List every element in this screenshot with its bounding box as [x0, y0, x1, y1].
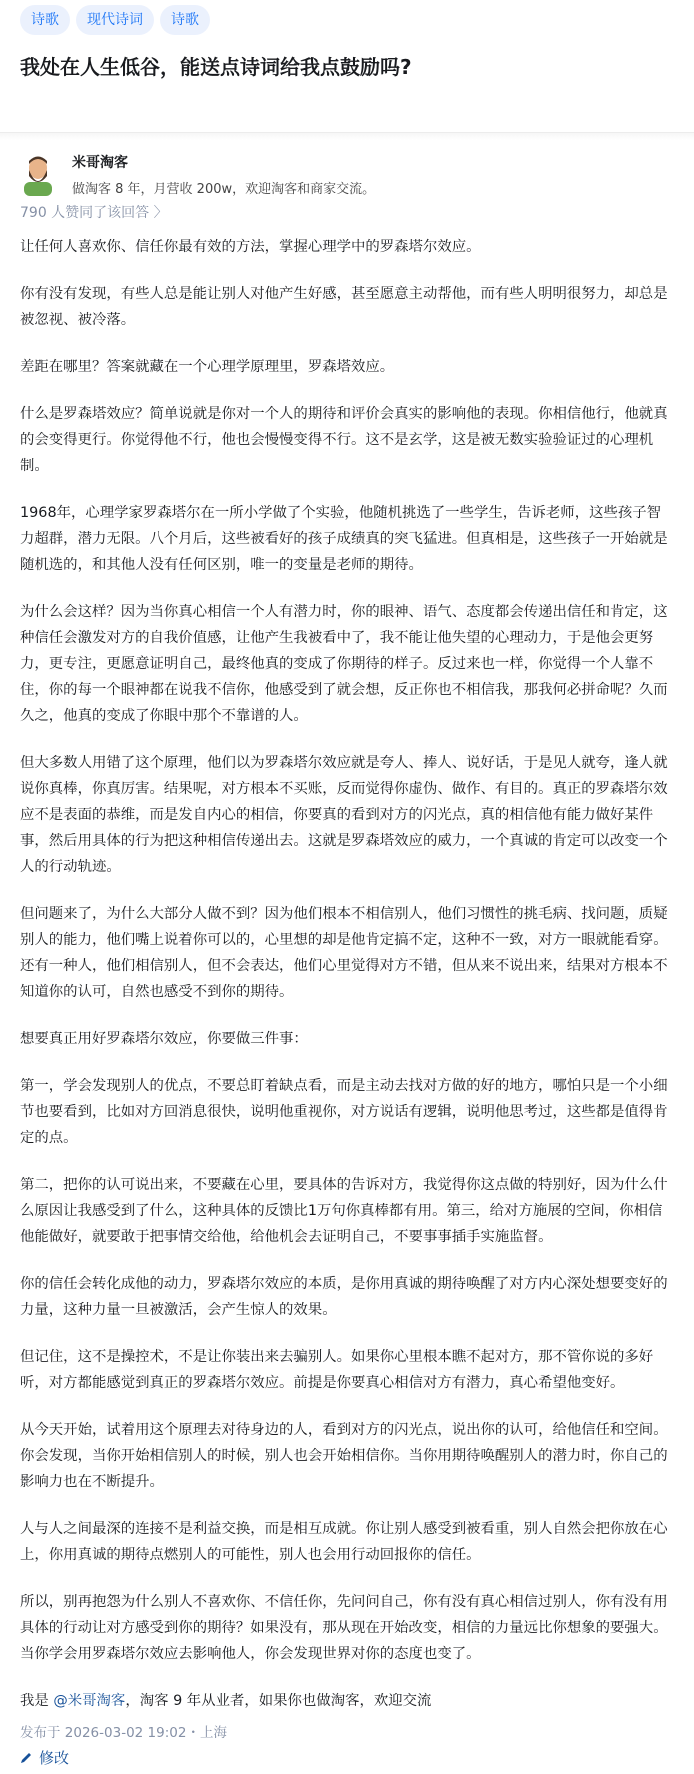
divider	[0, 132, 694, 140]
paragraph: 让任何人喜欢你、信任你最有效的方法，掌握心理学中的罗森塔尔效应。	[20, 239, 481, 255]
topic-tags	[0, 0, 694, 35]
signature	[20, 1688, 674, 1714]
paragraph: 想要真正用好罗森塔尔效应，你要做三件事：	[20, 1031, 308, 1047]
paragraph: 1968年，心理学家罗森塔尔在一所小学做了个实验，他随机挑选了一些学生，告诉老师，这些孩子智力超群，潜力无限。八个月后，这些被看好的孩子成绩真的突飞猛进。但真相是，这些孩子一开始就是随机选的，和其他人没有任何区别，唯一的变量是老师的期待。	[20, 505, 668, 573]
author-description: 做淘客 8 年，月营收 200w，欢迎淘客和商家交流。	[72, 182, 376, 197]
question-title[interactable]: 我处在人生低谷，能送点诗词给我点鼓励吗?	[20, 55, 412, 79]
paragraph: 第二，把你的认可说出来，不要藏在心里，要具体的告诉对方，我觉得你这点做的特别好，因为什么什么原因让我感受到了什么，这种具体的反馈比1万句你真棒都有用。第三，给对方施展的空间，你相信他能做好，就要敢于把事情交给他，给他机会去证明自己，不要事事插手实施监督。	[20, 1177, 668, 1245]
author-name[interactable]: 米哥淘客	[72, 155, 128, 171]
pencil-icon	[20, 1751, 33, 1764]
paragraph: 第一，学会发现别人的优点，不要总盯着缺点看，而是主动去找对方做的好的地方，哪怕只是一个小细节也要看到，比如对方回消息很快，说明他重视你，对方说话有逻辑，说明他思考过，这些都是值得肯定的点。	[20, 1078, 668, 1146]
author-mention-link[interactable]: @米哥淘客	[53, 1693, 126, 1709]
answer-content	[0, 226, 694, 1714]
paragraph: 你有没有发现，有些人总是能让别人对他产生好感，甚至愿意主动帮他，而有些人明明很努力，却总是被忽视、被冷落。	[20, 286, 668, 328]
topic-tag[interactable]: 诗歌	[20, 5, 70, 35]
author-card	[0, 140, 694, 196]
topic-tag[interactable]: 诗歌	[160, 5, 210, 35]
paragraph: 什么是罗森塔效应？简单说就是你对一个人的期待和评价会真实的影响他的表现。你相信他行，他就真的会变得更行。你觉得他不行，他也会慢慢变得不行。这不是玄学，这是被无数实验验证过的心理机制。	[20, 406, 668, 474]
paragraph: 差距在哪里？答案就藏在一个心理学原理里，罗森塔效应。	[20, 359, 395, 375]
paragraph: 从今天开始，试着用这个原理去对待身边的人，看到对方的闪光点，说出你的认可，给他信任和空间。你会发现，当你开始相信别人的时候，别人也会开始相信你。当你用期待唤醒别人的潜力时，你自己的影响力也在不断提升。	[20, 1422, 668, 1490]
paragraph: 为什么会这样？因为当你真心相信一个人有潜力时，你的眼神、语气、态度都会传递出信任和肯定，这种信任会激发对方的自我价值感，让他产生我被看中了，我不能让他失望的心理动力，于是他会更努力，更专注，更愿意证明自己，最终他真的变成了你期待的样子。反过来也一样，你觉得一个人靠不住，你的每一个眼神都在说我不信你，他感受到了就会想，反正你也不相信我，那我何必拼命呢？久而久之，他真的变成了你眼中那个不靠谱的人。	[20, 604, 668, 724]
topic-tag[interactable]: 现代诗词	[76, 5, 154, 35]
paragraph: 但记住，这不是操控术，不是让你装出来去骗别人。如果你心里根本瞧不起对方，那不管你说的多好听，对方都能感觉到真正的罗森塔尔效应。前提是你要真心相信对方有潜力，真心希望他变好。	[20, 1349, 654, 1391]
signature-prefix: 我是	[20, 1693, 54, 1709]
publish-info: 发布于 2026-03-02 19:02・上海	[20, 1725, 227, 1741]
paragraph: 所以，别再抱怨为什么别人不喜欢你、不信任你，先问问自己，你有没有真心相信过别人，你有没有用具体的行动让对方感受到你的期待？如果没有，那从现在开始改变，相信的力量远比你想象的要强大。当你学会用罗森塔尔效应去影响他人，你会发现世界对你的态度也变了。	[20, 1594, 668, 1662]
avatar[interactable]	[20, 152, 56, 196]
edit-button[interactable]	[0, 1741, 694, 1774]
likes-count[interactable]: 790 人赞同了该回答 〉	[20, 205, 168, 221]
edit-label: 修改	[39, 1749, 70, 1767]
signature-suffix: ，淘客 9 年从业者，如果你也做淘客，欢迎交流	[125, 1693, 432, 1709]
paragraph: 你的信任会转化成他的动力，罗森塔尔效应的本质，是你用真诚的期待唤醒了对方内心深处想要变好的力量，这种力量一旦被激活，会产生惊人的效果。	[20, 1276, 668, 1318]
paragraph: 人与人之间最深的连接不是利益交换，而是相互成就。你让别人感受到被看重，别人自然会把你放在心上，你用真诚的期待点燃别人的可能性，别人也会用行动回报你的信任。	[20, 1521, 668, 1563]
paragraph: 但问题来了，为什么大部分人做不到？因为他们根本不相信别人，他们习惯性的挑毛病、找问题，质疑别人的能力，他们嘴上说着你可以的，心里想的却是他肯定搞不定，这种不一致，对方一眼就能看穿。还有一种人，他们相信别人，但不会表达，他们心里觉得对方不错，但从来不说出来，结果对方根本不知道你的认可，自然也感受不到你的期待。	[20, 906, 668, 1000]
paragraph: 但大多数人用错了这个原理，他们以为罗森塔尔效应就是夸人、捧人、说好话，于是见人就夸，逢人就说你真棒，你真厉害。结果呢，对方根本不买账，反而觉得你虚伪、做作、有目的。真正的罗森塔尔效应不是表面的恭维，而是发自内心的相信，你要真的看到对方的闪光点，真的相信他有能力做好某件事，然后用具体的行为把这种相信传递出去。这就是罗森塔效应的威力，一个真诚的肯定可以改变一个人的行动轨迹。	[20, 755, 668, 875]
